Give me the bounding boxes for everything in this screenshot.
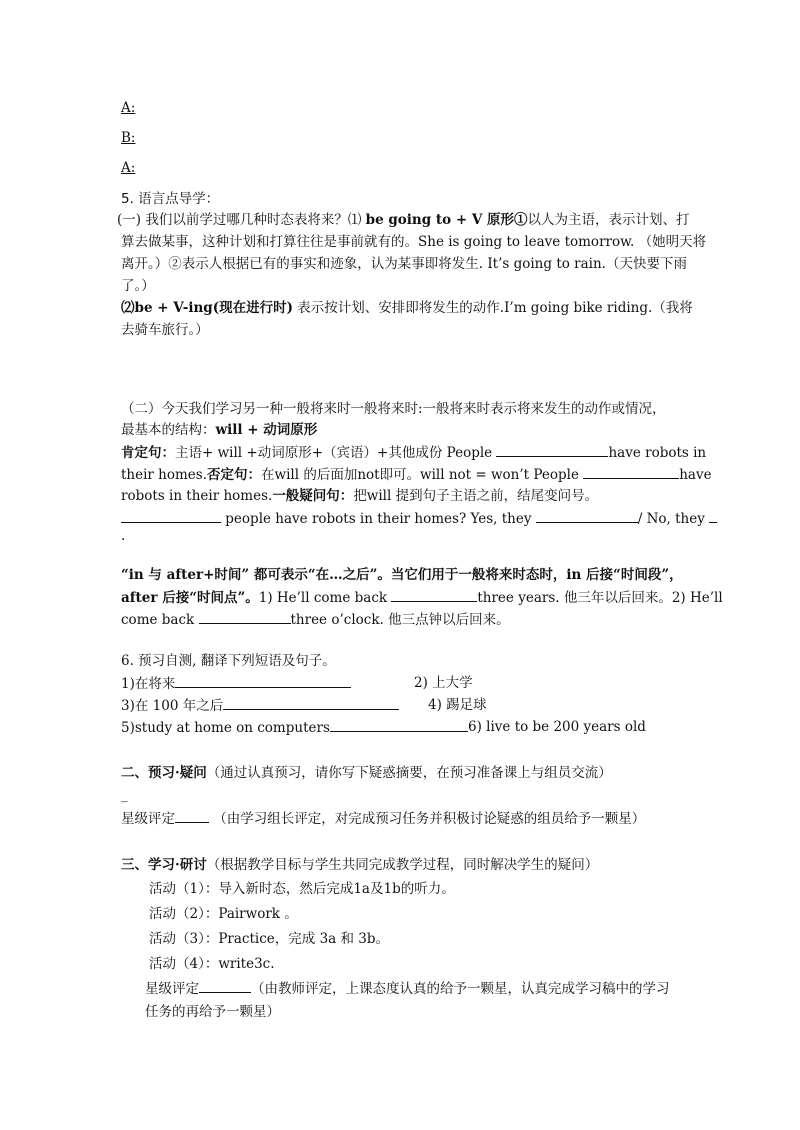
- blank[interactable]: [175, 674, 351, 688]
- blank[interactable]: [199, 610, 291, 624]
- blank[interactable]: [709, 509, 717, 523]
- exercise-2: 2) 上大学: [414, 675, 473, 691]
- future-intro-line2: 最基本的结构：will + 动词原形: [121, 422, 318, 438]
- blank[interactable]: [391, 588, 477, 602]
- activity-4: 活动（4）：write3c.: [149, 956, 275, 972]
- section5-p1-line1: (一) 我们以前学过哪几种时态表将来？⑴ be going to + V 原形①以人为主语，表示计划、打: [117, 212, 690, 228]
- exercise-5: 5)study at home on computers: [121, 718, 468, 737]
- section5-p1-line4: 了。）: [121, 278, 155, 294]
- exercise-1: 1)在将来: [121, 674, 351, 693]
- rating-blank[interactable]: [199, 979, 251, 993]
- section6-title: 6. 预习自测, 翻译下列短语及句子。: [121, 653, 336, 669]
- blank[interactable]: [330, 718, 468, 732]
- blank[interactable]: [121, 509, 221, 523]
- activity-2: 活动（2）：Pairwork 。: [149, 906, 298, 922]
- section5-p2-line1: ⑵be + V-ing(现在进行时) 表示按计划、安排即将发生的动作.I’m going bike riding.（我将: [121, 300, 693, 316]
- activity-1: 活动（1）：导入新时态，然后完成1a及1b的听力。: [149, 881, 455, 897]
- dialogue-a1: A:: [121, 100, 136, 116]
- in-after-line1: “in 与 after+时间” 都可表示“在…之后”。当它们用于一般将来时态时，in 后接“时间段”，: [121, 567, 683, 583]
- section5-title: 5. 语言点导学：: [121, 191, 220, 207]
- part2-heading: 二、预习·疑问（通过认真预习，请你写下疑惑摘要，在预习准备课上与组员交流）: [121, 765, 612, 781]
- in-after-line3: come back three o’clock. 他三点钟以后回来。: [121, 612, 510, 628]
- in-after-line2: after 后接“时间点”。1) He’ll come back three years. 他三年以后回来。2) He’ll: [121, 590, 723, 606]
- question-example-line: people have robots in their homes? Yes, they / No, they: [121, 509, 717, 528]
- part2-rating: 星级评定 （由学习组长评定，对完成预习任务并积极讨论疑惑的组员给予一颗星）: [121, 811, 646, 827]
- dialogue-a2: A:: [121, 160, 136, 176]
- blank[interactable]: [496, 443, 608, 457]
- exercise-6: 6) live to be 200 years old: [468, 719, 646, 735]
- affirmative-line: 肯定句：主语+ will +动词原形+（宾语）+其他成份 People have robots in: [121, 445, 707, 461]
- section5-p2-line2: 去骑车旅行。）: [121, 322, 209, 338]
- activity-3: 活动（3）：Practice，完成 3a 和 3b。: [149, 931, 390, 947]
- section5-p1-line3: 离开。）②表示人根据已有的事实和迹象，认为某事即将发生. It’s going to rain.（天快要下雨: [121, 256, 687, 272]
- blank[interactable]: [583, 465, 679, 479]
- rating-blank[interactable]: [175, 809, 209, 823]
- blank[interactable]: [536, 509, 638, 523]
- section5-p1-line2: 算去做某事，这种计划和打算往往是事前就有的。She is going to leave tomorrow. （她明天将: [121, 234, 707, 250]
- question-line: robots in their homes.一般疑问句：把will 提到句子主语之前，结尾变问号。: [121, 488, 599, 504]
- blank[interactable]: [223, 696, 399, 710]
- part3-rating-line2: 任务的再给予一颗星）: [145, 1004, 280, 1020]
- period-line: .: [121, 528, 126, 544]
- exercise-3: 3)在 100 年之后: [121, 696, 399, 715]
- part3-rating: 星级评定 （由教师评定，上课态度认真的给予一颗星，认真完成学习稿中的学习: [145, 981, 670, 997]
- part3-heading: 三、学习·研讨（根据教学目标与学生共同完成教学过程，同时解决学生的疑问）: [121, 857, 599, 873]
- negative-line: their homes.否定句：在will 的后面加not即可。will not = won’t People have: [121, 467, 712, 483]
- part2-dash: _: [121, 787, 128, 803]
- exercise-4: 4) 踢足球: [428, 697, 487, 713]
- dialogue-b1: B:: [121, 130, 136, 146]
- future-intro-line1: （二）今天我们学习另一种一般将来时一般将来时:一般将来时表示将来发生的动作或情况，: [121, 401, 666, 417]
